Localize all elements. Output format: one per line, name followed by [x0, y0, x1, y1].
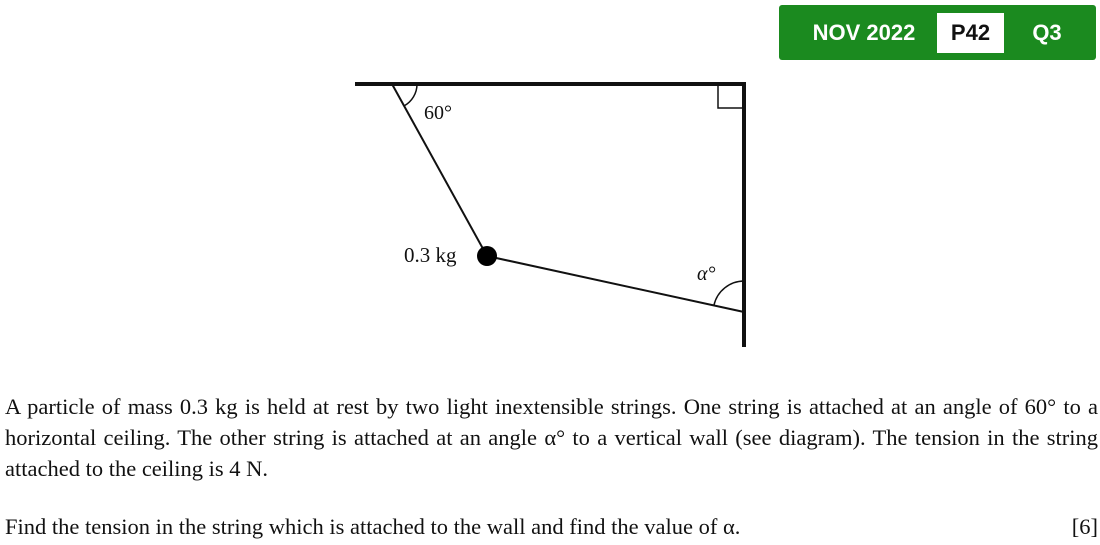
marks-label: [6]	[1071, 514, 1098, 539]
right-angle-marker	[718, 84, 744, 108]
wall-angle-label: α°	[697, 263, 716, 285]
paper-number-label: P42	[937, 13, 1004, 53]
task-row	[5, 511, 1098, 542]
ceiling-angle-arc	[404, 84, 417, 106]
particle	[477, 246, 497, 266]
ceiling-angle-label: 60°	[424, 102, 452, 124]
exam-session-label: NOV 2022	[812, 20, 916, 45]
question-text: A particle of mass 0.3 kg is held at rest by two light inextensible strings. One string is attached at an angle of 60° to a horizontal ceiling. The other string is attached at an angle α° to a vertical wall (see diagram). The tension in the string attached to the ceiling is 4 N.	[5, 394, 1098, 481]
wall-angle-arc	[714, 281, 744, 305]
question-number-label: Q3	[1032, 20, 1062, 45]
mass-label: 0.3 kg	[404, 243, 457, 267]
task-text: Find the tension in the string which is attached to the wall and find the value of α.	[5, 514, 741, 539]
